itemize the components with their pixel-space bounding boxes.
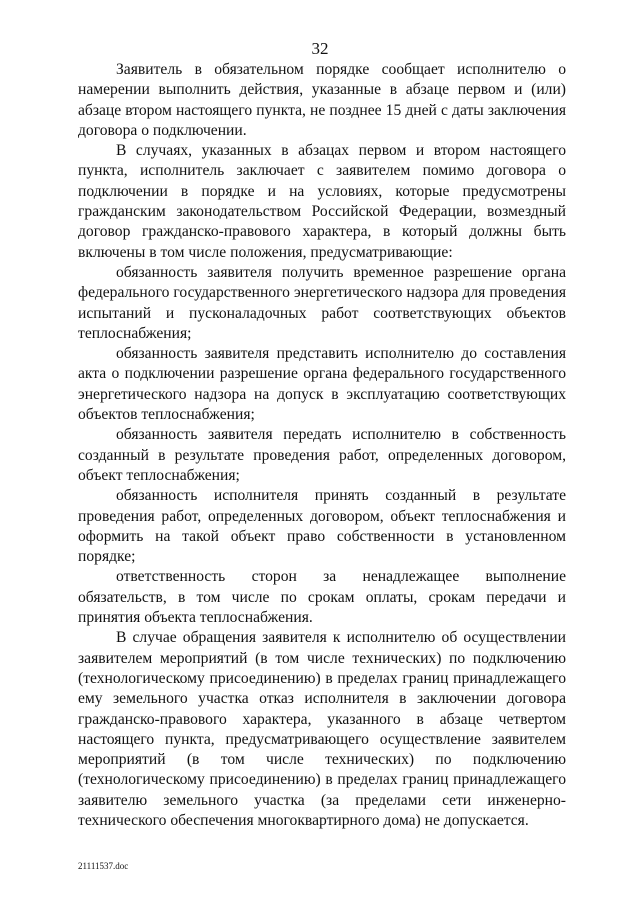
paragraph-transfer-ownership: обязанность заявителя передать исполнителю в собственность созданный в результате проведения работ, определенных договором, объект теплоснабжения; <box>78 426 566 484</box>
paragraph-accept-object: обязанность исполнителя принять созданный в результате проведения работ, определенных договором, объект теплоснабжения и оформить на такой объект право собственности в установленном порядке; <box>78 487 566 566</box>
paragraph-operation-permit: обязанность заявителя представить исполнителю до составления акта о подключении разрешение органа федерального государственного энергетического надзора на допуск в эксплуатацию соответствующих объектов теплоснабжения; <box>78 345 566 424</box>
paragraph-refusal-not-allowed: В случае обращения заявителя к исполнителю об осуществлении заявителем мероприятий (в том числе технических) по подключению (технологическому присоединению) в пределах границ принадлежащего ему земельного участка отказ исполнителя в заключении договора гражданско-правового характера, указанного в абзаце четвертом настоящего пункта, предусматривающего осуществление заявителем мероприятий (в том числе технических) по подключению (технологическому присоединению) в пределах границ принадлежащего заявителю земельного участка (за пределами сети инженерно-технического обеспечения многоквартирного дома) не допускается. <box>78 629 566 829</box>
paragraph-temporary-permit: обязанность заявителя получить временное разрешение органа федерального государственного энергетического надзора для проведения испытаний и пусконаладочных работ соответствующих объектов теплоснабжения; <box>78 263 566 342</box>
paragraph-applicant-notice: Заявитель в обязательном порядке сообщает исполнителю о намерении выполнить действия, указанные в абзаце первом и (или) абзаце втором настоящего пункта, не позднее 15 дней с даты заключения договора о подключении. <box>78 61 566 139</box>
page-number: 32 <box>311 39 329 58</box>
footer-filename: 21111537.doc <box>78 861 129 871</box>
document-body <box>78 60 566 831</box>
paragraph-liability: ответственность сторон за ненадлежащее выполнение обязательств, в том числе по срокам оплаты, срокам передачи и принятия объекта теплоснабжения. <box>78 568 566 627</box>
paragraph-contract-conditions: В случаях, указанных в абзацах первом и втором настоящего пункта, исполнитель заключает с заявителем помимо договора о подключении в порядке и на условиях, которые предусмотрены гражданским законодательством Российской Федерации, возмездный договор гражданско-правового характера, в который должны быть включены в том числе положения, предусматривающие: <box>78 142 566 261</box>
